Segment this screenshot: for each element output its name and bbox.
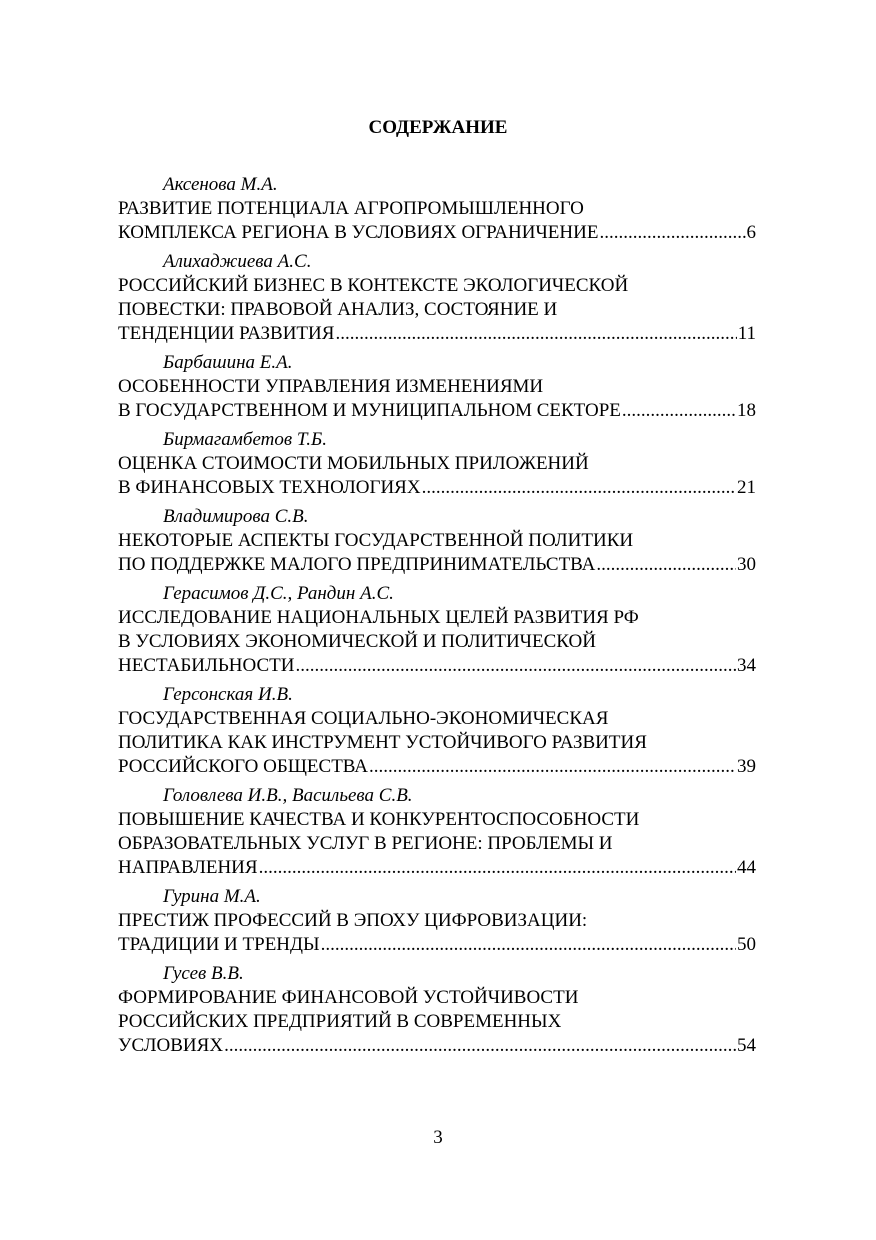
dot-leader xyxy=(599,221,745,245)
toc-entry-author: Герсонская И.В. xyxy=(163,684,293,705)
toc-entry-title-line: РОССИЙСКИХ ПРЕДПРИЯТИЙ В СОВРЕМЕННЫХ xyxy=(118,1011,562,1032)
toc-entry-author: Гурина М.А. xyxy=(163,886,261,907)
toc-entry-title-line: РАЗВИТИЕ ПОТЕНЦИАЛА АГРОПРОМЫШЛЕННОГО xyxy=(118,198,584,219)
toc-entry-title-line: В ГОСУДАРСТВЕННОМ И МУНИЦИПАЛЬНОМ СЕКТОРЕ xyxy=(118,400,621,421)
toc-entry-last-line xyxy=(118,399,756,423)
toc-entry[interactable] xyxy=(118,351,756,423)
toc-entry-title-line: В ФИНАНСОВЫХ ТЕХНОЛОГИЯХ xyxy=(118,477,421,498)
toc-entry-title-line: В УСЛОВИЯХ ЭКОНОМИЧЕСКОЙ И ПОЛИТИЧЕСКОЙ xyxy=(118,631,596,652)
toc-entry-last-line xyxy=(118,933,756,957)
toc-entry-page-number: 21 xyxy=(737,477,756,498)
toc-entry-page-number: 11 xyxy=(737,323,756,344)
dot-leader xyxy=(321,933,736,957)
toc-entry-title-line: ТРАДИЦИИ И ТРЕНДЫ xyxy=(118,934,320,955)
toc-entry-author: Барбашина Е.А. xyxy=(163,352,293,373)
toc-entry[interactable] xyxy=(118,962,756,1058)
dot-leader xyxy=(622,399,736,423)
toc-entry-last-line xyxy=(118,553,756,577)
dot-leader xyxy=(259,856,736,880)
toc-entry-last-line xyxy=(118,322,756,346)
toc-entry-title-line: ОЦЕНКА СТОИМОСТИ МОБИЛЬНЫХ ПРИЛОЖЕНИЙ xyxy=(118,453,589,474)
toc-entry[interactable] xyxy=(118,784,756,880)
toc-entry-title-line: ПРЕСТИЖ ПРОФЕССИЙ В ЭПОХУ ЦИФРОВИЗАЦИИ: xyxy=(118,910,588,931)
toc-entry-title-line: ПОВЫШЕНИЕ КАЧЕСТВА И КОНКУРЕНТОСПОСОБНОСТИ xyxy=(118,809,640,830)
toc-entry-title-line: ИССЛЕДОВАНИЕ НАЦИОНАЛЬНЫХ ЦЕЛЕЙ РАЗВИТИЯ РФ xyxy=(118,607,639,628)
toc-entry-title-line: ФОРМИРОВАНИЕ ФИНАНСОВОЙ УСТОЙЧИВОСТИ xyxy=(118,987,579,1008)
page-title: СОДЕРЖАНИЕ xyxy=(368,117,508,138)
toc-entry-title-line: РОССИЙСКИЙ БИЗНЕС В КОНТЕКСТЕ ЭКОЛОГИЧЕСКОЙ xyxy=(118,275,629,296)
toc-entry-page-number: 44 xyxy=(737,857,756,878)
toc-entry-title-line: ОСОБЕННОСТИ УПРАВЛЕНИЯ ИЗМЕНЕНИЯМИ xyxy=(118,376,544,397)
table-of-contents xyxy=(118,173,756,1063)
toc-entry-author: Владимирова С.В. xyxy=(163,506,309,527)
toc-entry-title-line: НЕКОТОРЫЕ АСПЕКТЫ ГОСУДАРСТВЕННОЙ ПОЛИТИКИ xyxy=(118,530,634,551)
toc-entry-page-number: 18 xyxy=(737,400,756,421)
toc-entry-last-line xyxy=(118,1034,756,1058)
toc-entry-page-number: 34 xyxy=(737,655,756,676)
toc-entry-title-line: ПОВЕСТКИ: ПРАВОВОЙ АНАЛИЗ, СОСТОЯНИЕ И xyxy=(118,299,558,320)
toc-entry-page-number: 50 xyxy=(737,934,756,955)
toc-entry-last-line xyxy=(118,476,756,500)
toc-entry-last-line xyxy=(118,856,756,880)
dot-leader xyxy=(422,476,736,500)
toc-entry-page-number: 54 xyxy=(737,1035,756,1056)
toc-entry-page-number: 6 xyxy=(746,222,756,243)
toc-entry-author: Алихаджиева А.С. xyxy=(163,251,312,272)
page-number: 3 xyxy=(433,1127,443,1148)
toc-entry[interactable] xyxy=(118,582,756,678)
toc-entry-title-line: ГОСУДАРСТВЕННАЯ СОЦИАЛЬНО-ЭКОНОМИЧЕСКАЯ xyxy=(118,708,609,729)
toc-entry-last-line xyxy=(118,221,756,245)
dot-leader xyxy=(596,553,736,577)
toc-entry[interactable] xyxy=(118,250,756,346)
toc-entry-title-line: ПОЛИТИКА КАК ИНСТРУМЕНТ УСТОЙЧИВОГО РАЗВИТИЯ xyxy=(118,732,647,753)
dot-leader xyxy=(295,654,736,678)
dot-leader xyxy=(335,322,736,346)
toc-entry-author: Бирмагамбетов Т.Б. xyxy=(163,429,327,450)
toc-entry-author: Герасимов Д.С., Рандин А.С. xyxy=(163,583,394,604)
toc-entry-last-line xyxy=(118,755,756,779)
toc-entry-title-line: ОБРАЗОВАТЕЛЬНЫХ УСЛУГ В РЕГИОНЕ: ПРОБЛЕМЫ И xyxy=(118,833,613,854)
toc-entry-title-line: НАПРАВЛЕНИЯ xyxy=(118,857,258,878)
toc-entry[interactable] xyxy=(118,428,756,500)
toc-entry-title-line: КОМПЛЕКСА РЕГИОНА В УСЛОВИЯХ ОГРАНИЧЕНИЕ xyxy=(118,222,599,243)
toc-entry-title-line: РОССИЙСКОГО ОБЩЕСТВА xyxy=(118,756,368,777)
toc-entry-page-number: 39 xyxy=(737,756,756,777)
toc-entry-last-line xyxy=(118,654,756,678)
dot-leader xyxy=(224,1034,736,1058)
toc-entry[interactable] xyxy=(118,683,756,779)
toc-entry-title-line: НЕСТАБИЛЬНОСТИ xyxy=(118,655,295,676)
toc-entry-page-number: 30 xyxy=(737,554,756,575)
toc-entry-title-line: УСЛОВИЯХ xyxy=(118,1035,224,1056)
toc-entry-title-line: ПО ПОДДЕРЖКЕ МАЛОГО ПРЕДПРИНИМАТЕЛЬСТВА xyxy=(118,554,596,575)
toc-entry-author: Головлева И.В., Васильева С.В. xyxy=(163,785,413,806)
dot-leader xyxy=(369,755,736,779)
toc-entry[interactable] xyxy=(118,173,756,245)
toc-entry[interactable] xyxy=(118,885,756,957)
toc-entry-title-line: ТЕНДЕНЦИИ РАЗВИТИЯ xyxy=(118,323,335,344)
toc-entry-author: Аксенова М.А. xyxy=(163,174,278,195)
toc-entry[interactable] xyxy=(118,505,756,577)
toc-entry-author: Гусев В.В. xyxy=(163,963,244,984)
